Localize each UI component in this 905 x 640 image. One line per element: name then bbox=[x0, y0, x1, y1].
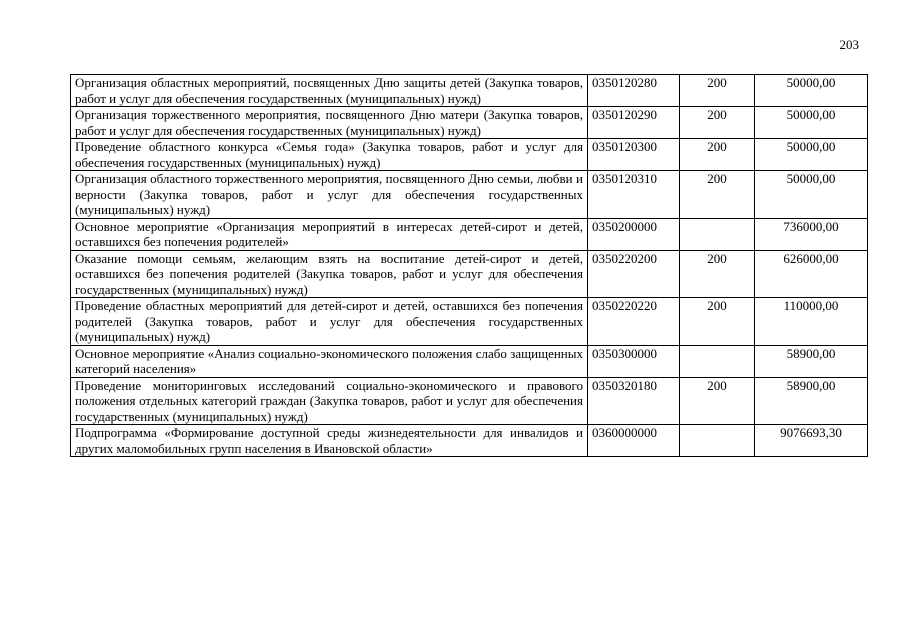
table-row bbox=[71, 298, 868, 346]
table-row bbox=[71, 75, 868, 107]
row-name-cell: Организация торжественного мероприятия, посвященного Дню матери (Закупка товаров, работ и услуг для обеспечения государственных (муниципальных) нужд) bbox=[71, 107, 588, 139]
row-type-cell: 200 bbox=[680, 171, 755, 219]
row-code-cell: 0350220200 bbox=[588, 250, 680, 298]
row-name-cell: Проведение мониторинговых исследований социально-экономического и правового положения отдельных категорий граждан (Закупка товаров, работ и услуг для обеспечения государственных (муниципальных) нужд) bbox=[71, 377, 588, 425]
budget-table bbox=[70, 74, 868, 457]
row-amount-cell: 110000,00 bbox=[755, 298, 868, 346]
table-row bbox=[71, 171, 868, 219]
row-type-cell: 200 bbox=[680, 107, 755, 139]
table-row bbox=[71, 345, 868, 377]
row-type-cell bbox=[680, 218, 755, 250]
table-row bbox=[71, 218, 868, 250]
row-name-cell: Организация областных мероприятий, посвященных Дню защиты детей (Закупка товаров, работ и услуг для обеспечения государственных (муниципальных) нужд) bbox=[71, 75, 588, 107]
row-name-cell: Проведение областного конкурса «Семья года» (Закупка товаров, работ и услуг для обеспечения государственных (муниципальных) нужд) bbox=[71, 139, 588, 171]
budget-table-body bbox=[71, 75, 868, 457]
row-code-cell: 0350120300 bbox=[588, 139, 680, 171]
row-type-cell bbox=[680, 425, 755, 457]
row-name-cell: Основное мероприятие «Анализ социально-экономического положения слабо защищенных категорий населения» bbox=[71, 345, 588, 377]
row-name-cell: Основное мероприятие «Организация мероприятий в интересах детей-сирот и детей, оставшихся без попечения родителей» bbox=[71, 218, 588, 250]
row-amount-cell: 50000,00 bbox=[755, 139, 868, 171]
row-amount-cell: 50000,00 bbox=[755, 107, 868, 139]
row-code-cell: 0350220220 bbox=[588, 298, 680, 346]
row-code-cell: 0350200000 bbox=[588, 218, 680, 250]
row-type-cell: 200 bbox=[680, 298, 755, 346]
row-name-cell: Оказание помощи семьям, желающим взять на воспитание детей-сирот и детей, оставшихся без попечения родителей (Закупка товаров, работ и услуг для обеспечения государственных (муниципальных) нужд) bbox=[71, 250, 588, 298]
row-type-cell: 200 bbox=[680, 250, 755, 298]
table-row bbox=[71, 250, 868, 298]
page-number: 203 bbox=[839, 37, 859, 52]
row-code-cell: 0350320180 bbox=[588, 377, 680, 425]
row-name-cell: Проведение областных мероприятий для детей-сирот и детей, оставшихся без попечения родителей (Закупка товаров, работ и услуг для обеспечения государственных (муниципальных) нужд) bbox=[71, 298, 588, 346]
row-amount-cell: 58900,00 bbox=[755, 345, 868, 377]
row-amount-cell: 626000,00 bbox=[755, 250, 868, 298]
table-row bbox=[71, 425, 868, 457]
row-amount-cell: 736000,00 bbox=[755, 218, 868, 250]
row-type-cell: 200 bbox=[680, 377, 755, 425]
row-code-cell: 0360000000 bbox=[588, 425, 680, 457]
table-row bbox=[71, 377, 868, 425]
row-type-cell bbox=[680, 345, 755, 377]
row-amount-cell: 50000,00 bbox=[755, 75, 868, 107]
row-code-cell: 0350300000 bbox=[588, 345, 680, 377]
table-row bbox=[71, 139, 868, 171]
row-amount-cell: 9076693,30 bbox=[755, 425, 868, 457]
row-type-cell: 200 bbox=[680, 75, 755, 107]
row-name-cell: Подпрограмма «Формирование доступной среды жизнедеятельности для инвалидов и других маломобильных групп населения в Ивановской области» bbox=[71, 425, 588, 457]
row-type-cell: 200 bbox=[680, 139, 755, 171]
row-amount-cell: 58900,00 bbox=[755, 377, 868, 425]
row-code-cell: 0350120310 bbox=[588, 171, 680, 219]
row-amount-cell: 50000,00 bbox=[755, 171, 868, 219]
row-name-cell: Организация областного торжественного мероприятия, посвященного Дню семьи, любви и верности (Закупка товаров, работ и услуг для обеспечения государственных (муниципальных) нужд) bbox=[71, 171, 588, 219]
table-row bbox=[71, 107, 868, 139]
row-code-cell: 0350120280 bbox=[588, 75, 680, 107]
row-code-cell: 0350120290 bbox=[588, 107, 680, 139]
